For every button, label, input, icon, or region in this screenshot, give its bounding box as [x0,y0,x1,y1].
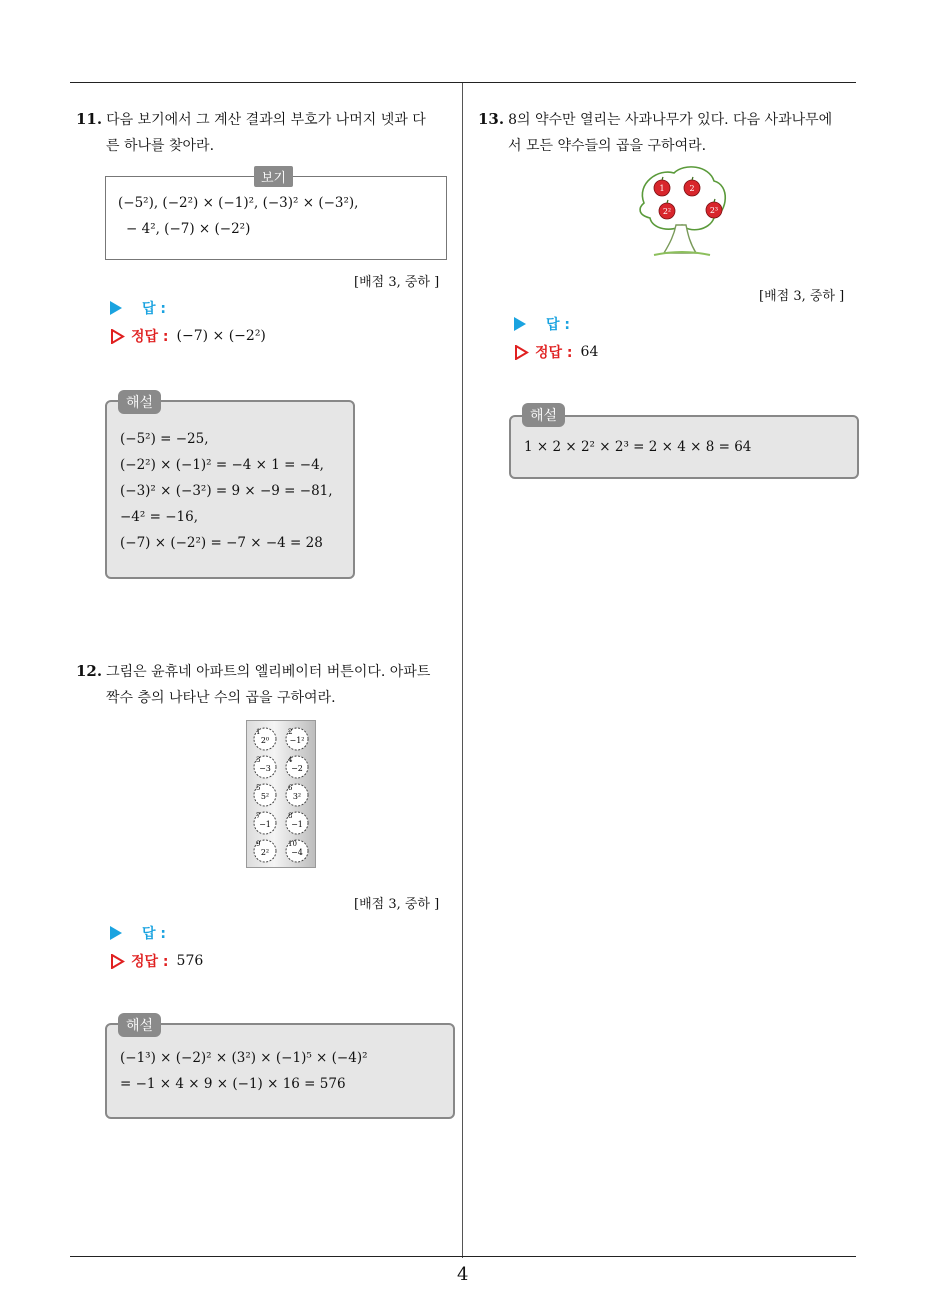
elevator-floor-number: 10 [288,840,297,848]
q13-solution-line: 1 × 2 × 2² × 2³ = 2 × 4 × 8 = 64 [524,439,752,455]
elevator-floor-number: 1 [256,728,261,736]
q13-correct-label: 정답 : [535,345,573,361]
q12-answer-row [110,923,166,943]
q13-solution-lines [524,434,751,460]
elevator-button-value: −4 [291,848,303,857]
q12-answer-label: 답 : [142,926,166,942]
elevator-button-value: −1 [259,820,271,829]
q13-correct-row [514,342,598,362]
elevator-button [254,784,276,806]
q12-title [76,658,460,711]
q12-number: 12. [76,662,103,680]
page-number: 4 [457,1264,469,1285]
elevator-button [286,812,308,834]
q13-text-line1: 8의 약수만 열리는 사과나무가 있다. 다음 사과나무에 [508,112,833,128]
elevator-floor-number: 9 [256,840,261,848]
elevator-button [286,784,308,806]
elevator-button [254,756,276,778]
bottom-rule [70,1256,856,1257]
outline-triangle-icon [514,345,529,360]
q12-solution-lines [120,1045,368,1097]
elevator-floor-number: 4 [288,756,293,764]
q11-solution-line: −4² = −16, [120,509,198,525]
q13-correct-value: 64 [580,344,599,360]
q11-text-line1: 다음 보기에서 그 계산 결과의 부호가 나머지 넷과 다 [106,112,426,128]
q12-correct-row [110,951,203,971]
q12-text-line1: 그림은 윤휴네 아파트의 엘리베이터 버튼이다. 아파트 [106,664,431,680]
elevator-button-value: 5² [260,792,270,801]
top-rule [70,82,856,83]
apple-label: 1 [659,184,665,193]
q12-score: [배점 3, 중하 ] [354,897,440,912]
q11-solution-label: 해설 [118,390,161,414]
q13-answer-row [514,314,570,334]
apple-label: 2³ [709,206,719,215]
elevator-button-value: −1² [289,736,305,745]
q12-solution-box [105,1023,455,1119]
q13-score: [배점 3, 중하 ] [759,289,845,304]
q11-solution-line: (−3)² × (−3²) = 9 × −9 = −81, [120,483,333,499]
filled-triangle-icon [110,301,122,315]
q11-title [76,106,460,159]
q11-solution-line: (−2²) × (−1)² = −4 × 1 = −4, [120,457,324,473]
q13-text-line2: 서 모든 약수들의 곱을 구하여라. [508,138,707,154]
elevator-panel-image [246,720,316,868]
elevator-button-value: 2⁰ [260,736,270,745]
q11-solution-line: (−7) × (−2²) = −7 × −4 = 28 [120,535,323,551]
apple-label: 2 [689,184,695,193]
elevator-button-value: −2 [291,764,303,773]
q12-text-line2: 짝수 층의 나타난 수의 곱을 구하여라. [106,690,336,706]
elevator-buttons [247,721,315,867]
q11-answer-row [110,298,166,318]
q11-bogi-line1: (−5²), (−2²) × (−1)², (−3)² × (−3²), [118,195,359,211]
apple-label: 2² [662,207,672,216]
elevator-floor-number: 8 [288,812,293,820]
elevator-floor-number: 6 [288,784,293,792]
tree-canopy [640,167,725,230]
filled-triangle-icon [514,317,526,331]
q11-bogi-box [105,176,447,260]
q11-answer-label: 답 : [142,301,166,317]
q11-score: [배점 3, 중하 ] [354,275,440,290]
q12-solution-label: 해설 [118,1013,161,1037]
q11-correct-label: 정답 : [131,329,169,345]
q11-solution-line: (−5²) = −25, [120,431,209,447]
q11-bogi-label: 보기 [254,166,293,187]
elevator-button [254,812,276,834]
q11-solution-box [105,400,355,579]
q11-solution-lines [120,426,333,556]
q13-answer-label: 답 : [546,317,570,333]
column-divider [462,83,463,1258]
apple-tree-image [634,163,730,259]
q11-correct-row [110,326,266,346]
apple-tree-drawing [634,163,730,259]
q12-solution-line: (−1³) × (−2)² × (3²) × (−1)⁵ × (−4)² [120,1050,368,1066]
filled-triangle-icon [110,926,122,940]
elevator-floor-number: 5 [256,784,261,792]
q11-number: 11. [76,110,103,128]
q11-correct-value: (−7) × (−2²) [176,328,266,344]
elevator-button [286,728,308,750]
q12-correct-value: 576 [176,953,204,969]
q12-solution-line: = −1 × 4 × 9 × (−1) × 16 = 576 [120,1076,346,1092]
elevator-floor-number: 2 [288,728,293,736]
q12-correct-label: 정답 : [131,954,169,970]
elevator-button-value: −1 [291,820,303,829]
q13-number: 13. [478,110,505,128]
outline-triangle-icon [110,954,125,969]
outline-triangle-icon [110,329,125,344]
elevator-button [254,840,276,862]
q11-text-line2: 른 하나를 찾아라. [106,138,215,154]
q13-solution-label: 해설 [522,403,565,427]
elevator-button [286,756,308,778]
elevator-button-value: −3 [259,764,271,773]
elevator-floor-number: 3 [256,756,261,764]
elevator-button [286,840,308,862]
elevator-button-value: 3² [292,792,302,801]
q13-title [478,106,862,159]
q11-bogi-line2: − 4², (−7) × (−2²) [126,221,251,237]
elevator-button [254,728,276,750]
elevator-floor-number: 7 [256,812,261,820]
elevator-button-value: 2² [260,848,270,857]
